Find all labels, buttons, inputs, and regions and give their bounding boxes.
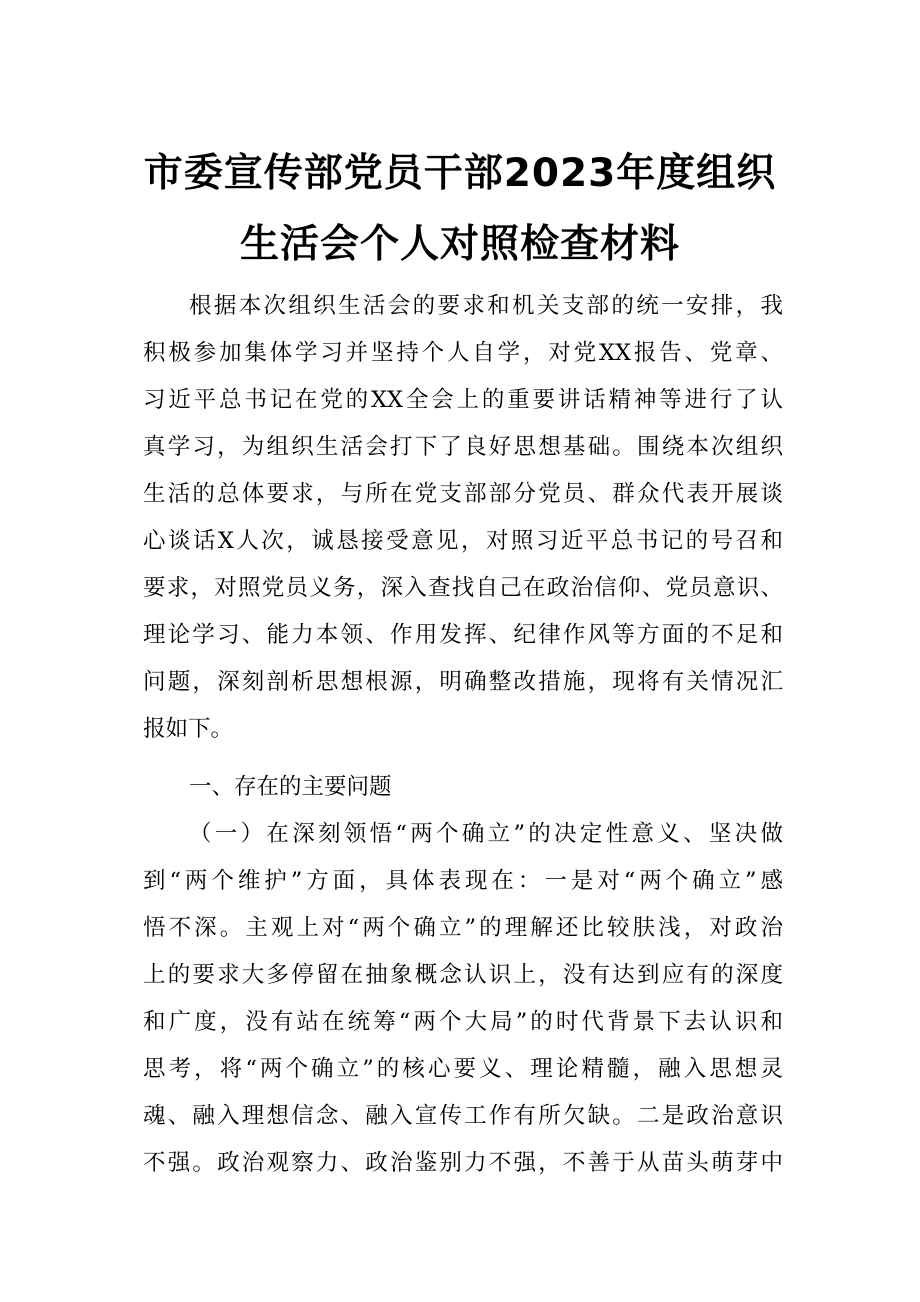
paragraph-line: 根据本次组织生活会的要求和机关支部的统一安排，我: [189, 293, 783, 319]
paragraph-line: 问题，深刻剖析思想根源，明确整改措施，现将有关情况汇: [143, 669, 783, 695]
paragraph-line: 悟不深。主观上对“两个确立”的理解还比较肤浅，对政治: [143, 915, 783, 941]
section-heading: 一、存在的主要问题: [189, 774, 392, 800]
paragraph-line: 到“两个维护”方面，具体表现在：一是对“两个确立”感: [143, 868, 783, 894]
paragraph-line: 习近平总书记在党的XX全会上的重要讲话精神等进行了认: [143, 387, 783, 413]
paragraph-line: 和广度，没有站在统筹“两个大局”的时代背景下去认识和: [143, 1009, 783, 1035]
paragraph-line: 思考，将“两个确立”的核心要义、理论精髓，融入思想灵: [143, 1056, 783, 1082]
paragraph-line: 积极参加集体学习并坚持个人自学，对党XX报告、党章、: [143, 340, 783, 366]
paragraph-line: 心谈话X人次，诚恳接受意见，对照习近平总书记的号召和: [143, 528, 783, 554]
paragraph-line: 上的要求大多停留在抽象概念认识上，没有达到应有的深度: [143, 962, 783, 988]
document-title-line-2: 生活会个人对照检查材料: [239, 222, 680, 267]
paragraph-line: 生活的总体要求，与所在党支部部分党员、群众代表开展谈: [143, 481, 783, 507]
paragraph-line: 魂、融入理想信念、融入宣传工作有所欠缺。二是政治意识: [143, 1103, 783, 1129]
paragraph-line: （一）在深刻领悟“两个确立”的决定性意义、坚决做: [189, 821, 783, 847]
document-title-line-1: 市委宣传部党员干部2023年度组织: [143, 151, 777, 196]
paragraph-line: 不强。政治观察力、政治鉴别力不强，不善于从苗头萌芽中: [143, 1150, 783, 1176]
paragraph-line: 理论学习、能力本领、作用发挥、纪律作风等方面的不足和: [143, 622, 783, 648]
paragraph-line: 真学习，为组织生活会打下了良好思想基础。围绕本次组织: [143, 434, 783, 460]
paragraph-line: 报如下。: [143, 716, 234, 742]
paragraph-line: 要求，对照党员义务，深入查找自己在政治信仰、党员意识、: [143, 575, 783, 601]
